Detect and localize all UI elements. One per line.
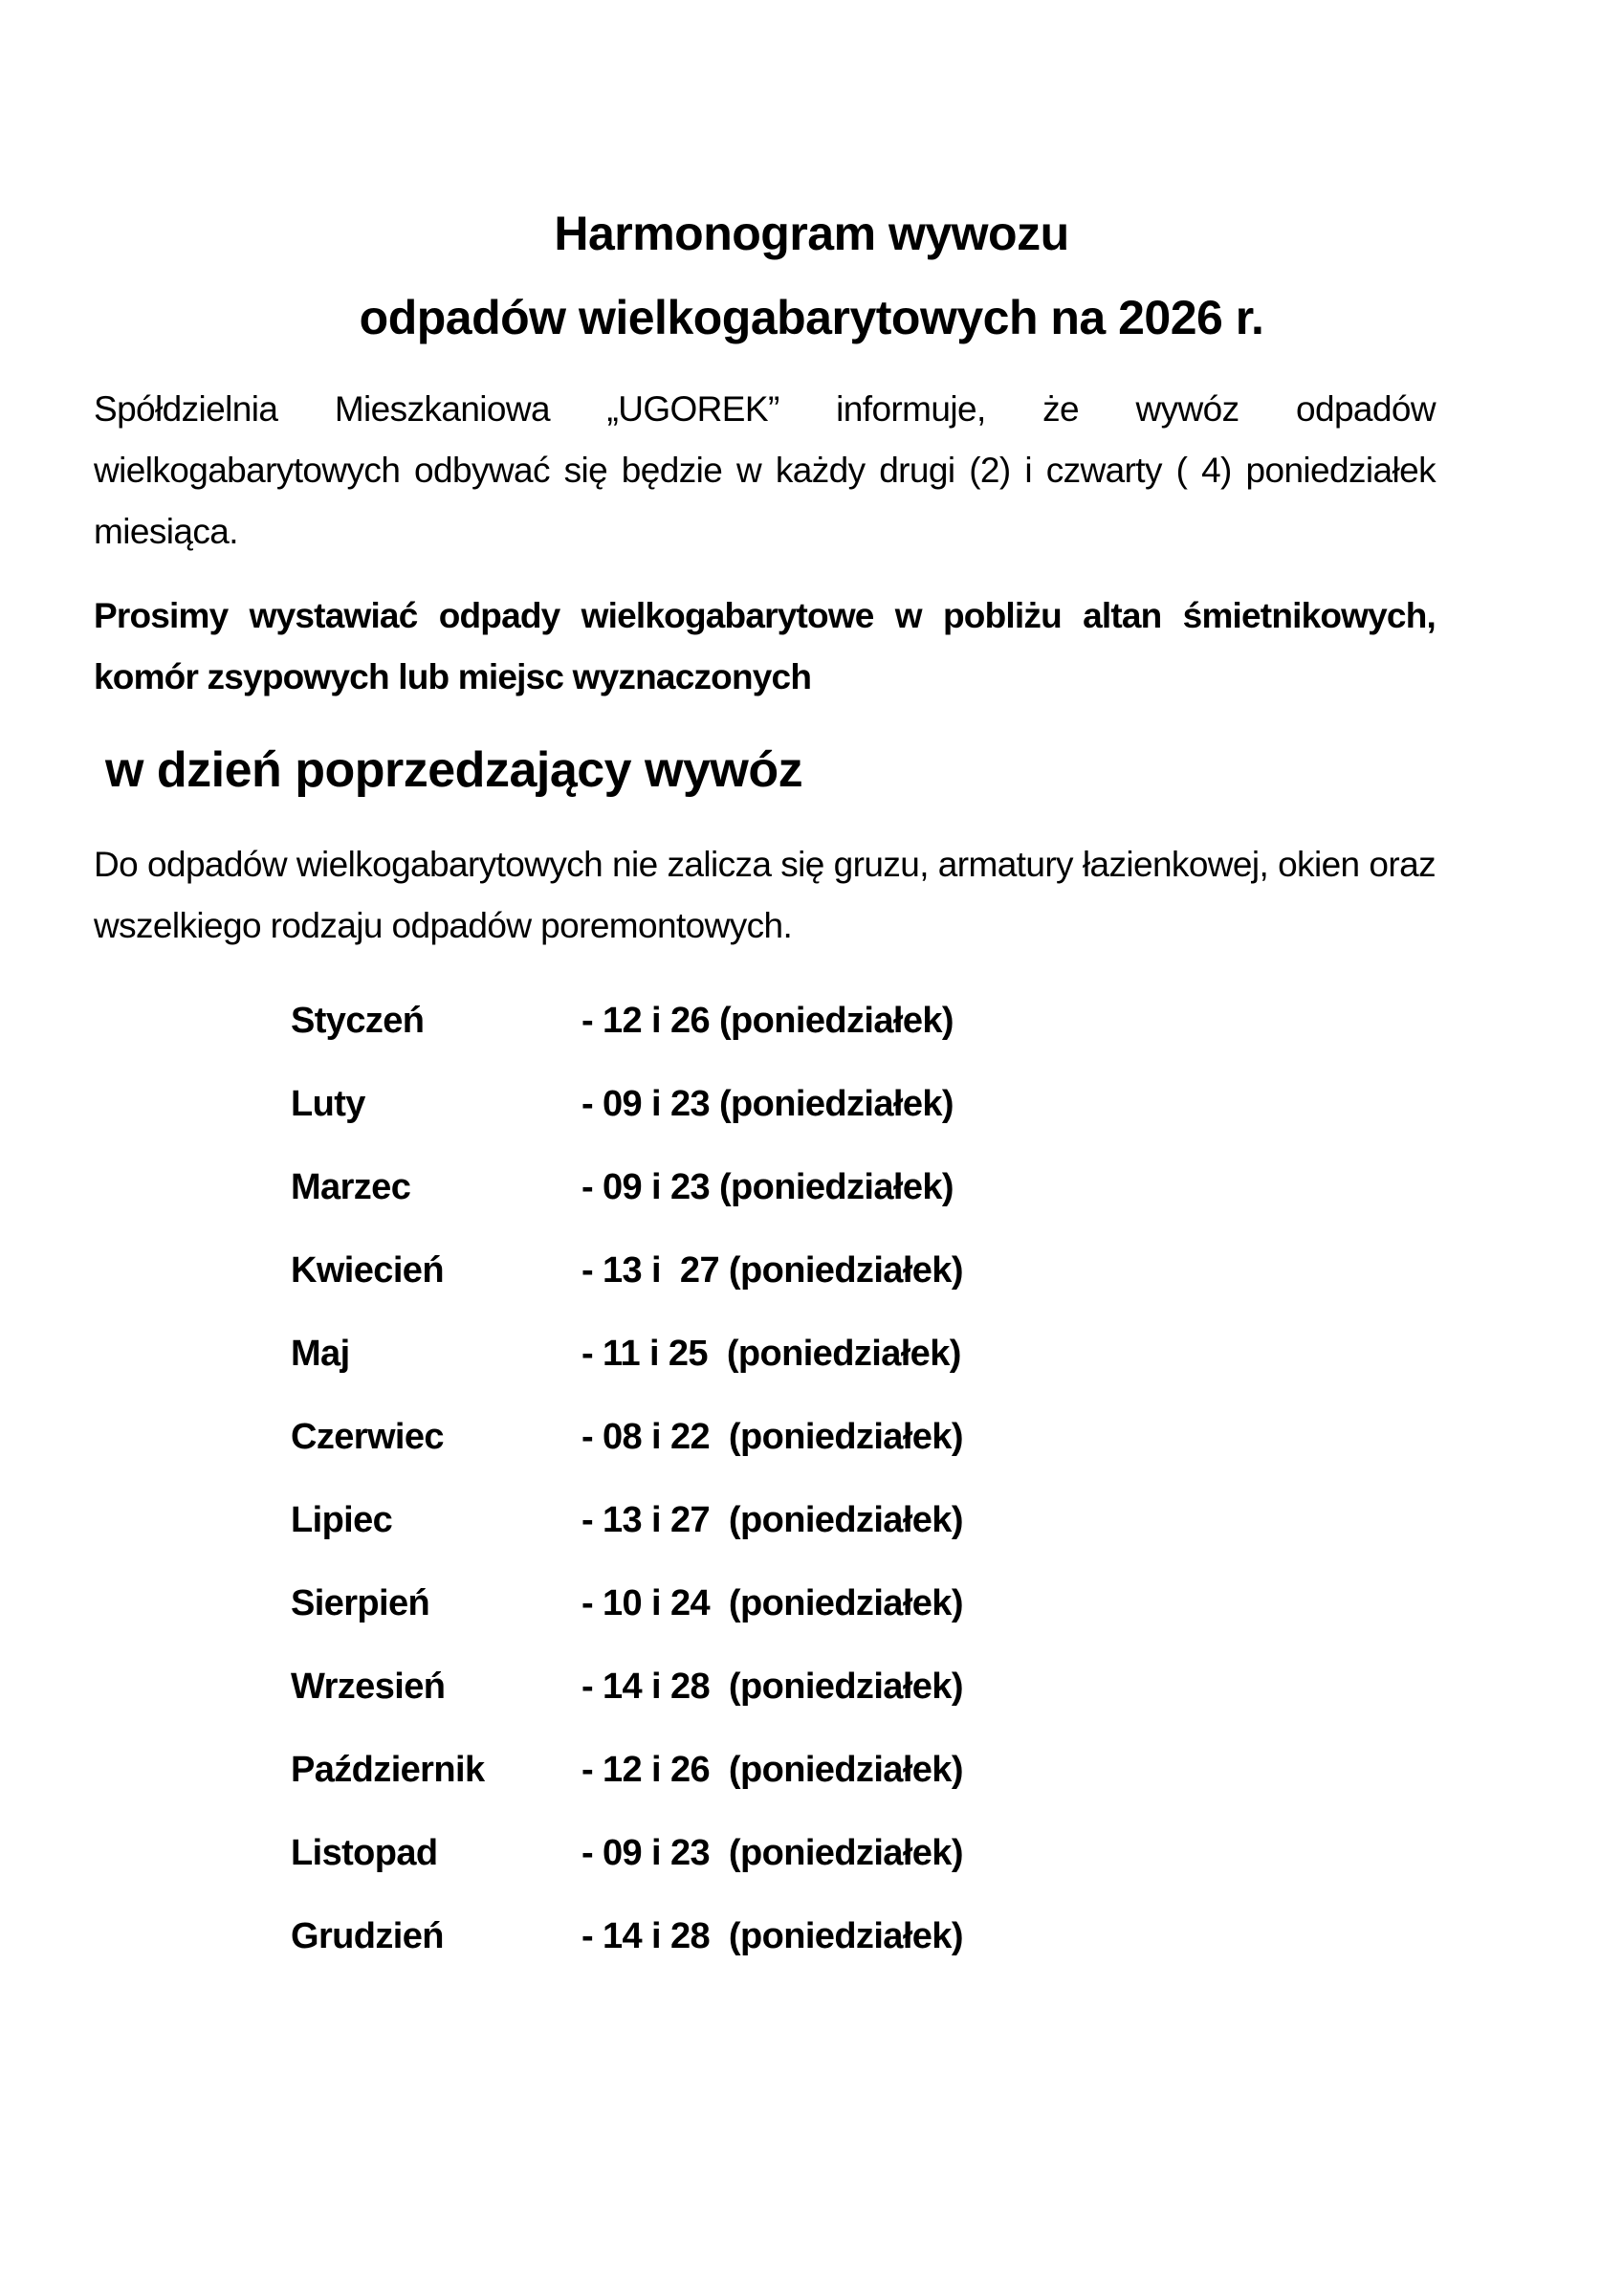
schedule-month: Wrzesień bbox=[291, 1667, 446, 1707]
schedule-row bbox=[291, 1895, 1151, 1978]
schedule-list bbox=[291, 980, 1151, 1978]
schedule-row bbox=[291, 1729, 1151, 1812]
schedule-dates: - 08 i 22 (poniedziałek) bbox=[581, 1417, 963, 1457]
schedule-row bbox=[291, 1645, 1151, 1729]
intro-paragraph: Spółdzielnia Mieszkaniowa „UGOREK” informuje, że wywóz odpadów wielkogabarytowych odbywać się będzie w każdy drugi (2) i czwarty ( 4) poniedziałek miesiąca. bbox=[94, 389, 1436, 551]
schedule-month: Luty bbox=[291, 1084, 365, 1124]
schedule-row bbox=[291, 1146, 1151, 1229]
schedule-row bbox=[291, 1562, 1151, 1645]
schedule-dates: - 10 i 24 (poniedziałek) bbox=[581, 1583, 963, 1623]
schedule-row bbox=[291, 1479, 1151, 1562]
timing-subheading: w dzień poprzedzający wywóz bbox=[105, 742, 803, 798]
schedule-month: Czerwiec bbox=[291, 1417, 444, 1457]
schedule-dates: - 09 i 23 (poniedziałek) bbox=[581, 1833, 963, 1873]
request-paragraph: Prosimy wystawiać odpady wielkogabarytowe w pobliżu altan śmietnikowych, komór zsypowych lub miejsc wyznaczonych bbox=[94, 596, 1436, 696]
schedule-row bbox=[291, 1313, 1151, 1396]
schedule-dates: - 13 i 27 (poniedziałek) bbox=[581, 1250, 963, 1291]
document-title-line-1: Harmonogram wywozu bbox=[554, 207, 1069, 260]
schedule-dates: - 14 i 28 (poniedziałek) bbox=[581, 1916, 963, 1956]
schedule-row bbox=[291, 980, 1151, 1063]
schedule-month: Maj bbox=[291, 1334, 350, 1374]
schedule-month: Kwiecień bbox=[291, 1250, 444, 1291]
schedule-month: Październik bbox=[291, 1750, 485, 1790]
schedule-row bbox=[291, 1396, 1151, 1479]
schedule-dates: - 09 i 23 (poniedziałek) bbox=[581, 1167, 954, 1207]
schedule-dates: - 11 i 25 (poniedziałek) bbox=[581, 1334, 961, 1374]
schedule-dates: - 12 i 26 (poniedziałek) bbox=[581, 1750, 963, 1790]
schedule-dates: - 14 i 28 (poniedziałek) bbox=[581, 1667, 963, 1707]
schedule-month: Styczeń bbox=[291, 1001, 425, 1041]
schedule-row bbox=[291, 1063, 1151, 1146]
schedule-month: Marzec bbox=[291, 1167, 411, 1207]
schedule-month: Grudzień bbox=[291, 1916, 444, 1956]
schedule-month: Sierpień bbox=[291, 1583, 430, 1623]
schedule-row bbox=[291, 1229, 1151, 1313]
exclusions-paragraph: Do odpadów wielkogabarytowych nie zalicza się gruzu, armatury łazienkowej, okien oraz wszelkiego rodzaju odpadów poremontowych. bbox=[94, 845, 1436, 945]
document-title-line-2: odpadów wielkogabarytowych na 2026 r. bbox=[359, 291, 1264, 344]
schedule-month: Listopad bbox=[291, 1833, 438, 1873]
schedule-month: Lipiec bbox=[291, 1500, 393, 1540]
schedule-dates: - 13 i 27 (poniedziałek) bbox=[581, 1500, 963, 1540]
schedule-dates: - 09 i 23 (poniedziałek) bbox=[581, 1084, 954, 1124]
schedule-dates: - 12 i 26 (poniedziałek) bbox=[581, 1001, 954, 1041]
schedule-row bbox=[291, 1812, 1151, 1895]
